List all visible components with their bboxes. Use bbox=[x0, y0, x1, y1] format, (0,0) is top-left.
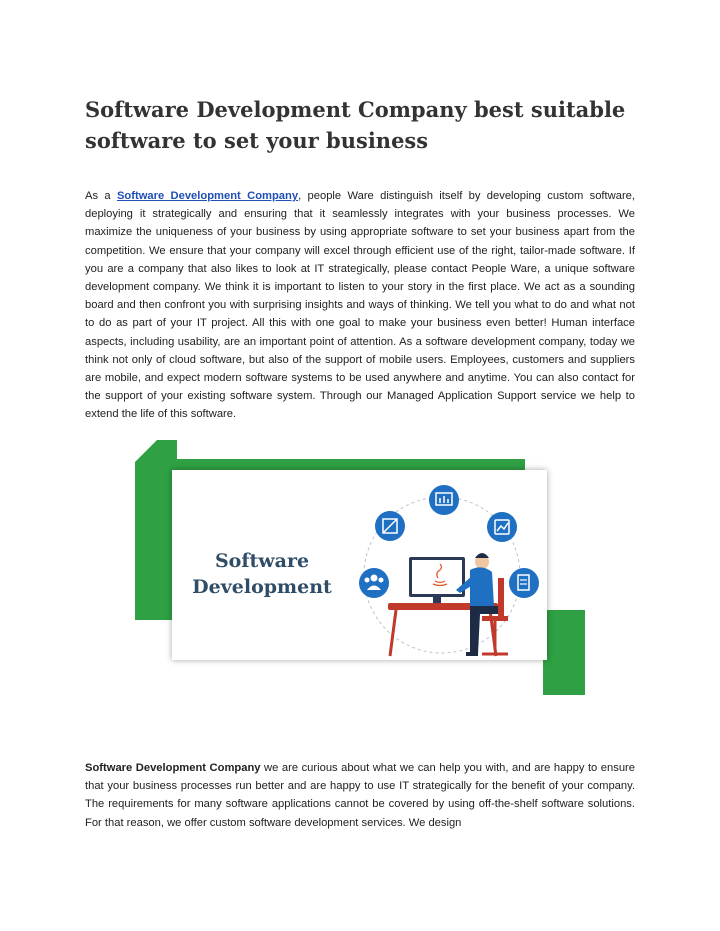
illustration-caption bbox=[192, 548, 332, 600]
intro-body: , people Ware distinguish itself by developing custom software, deploying it strategically and ensuring that it seamlessly integrates with your business processes. We maximize the uniqueness of your business by using appropriate software to set your business apart from the competition. We ensure that your company will excel through efficient use of the right, tailor-made software. If you are a company that also likes to look at IT strategically, please contact People Ware, a unique software development company. We think it is important to listen to your story in the first place. We act as a sounding board and then confront you with surprising insights and ways of thinking. We tell you what to do and what not to do as part of your IT project. All this with one goal to make your business even better! Human interface aspects, including usability, are an important point of attention. As a software development company, today we think not only of cloud software, but also of the support of mobile users. Employees, customers and suppliers are mobile, and expect modern software systems to be used anywhere and anytime. You can also contact for the support of your existing software system. Through our Managed Application Support service we help to extend the life of this software. bbox=[85, 190, 636, 421]
software-development-company-link[interactable]: Software Development Company bbox=[116, 190, 299, 202]
green-frame-right bbox=[543, 610, 585, 695]
caption-line-2: Development bbox=[192, 576, 332, 598]
intro-paragraph bbox=[85, 187, 635, 424]
services-bold-lead: Software Development Company bbox=[85, 762, 261, 774]
caption-line-1: Software bbox=[214, 550, 310, 572]
services-paragraph bbox=[85, 759, 635, 832]
green-frame-left bbox=[135, 440, 177, 620]
design-tools-icon bbox=[375, 511, 405, 541]
analytics-icon bbox=[429, 485, 459, 515]
illustration-card bbox=[172, 470, 547, 660]
team-users-icon bbox=[359, 568, 389, 598]
monitor-java-icon bbox=[409, 557, 465, 603]
document-edit-icon bbox=[509, 568, 539, 598]
services-body: we are curious about what we can help you with, and are happy to ensure that your business processes run better and are happy to use IT strategically for the benefit of your company. The requirements for many software applications cannot be covered by using off-the-shelf software solutions. For that reason, we offer custom software development services. We design bbox=[85, 762, 636, 829]
frame-corner-notch bbox=[135, 440, 157, 462]
intro-prefix: As a bbox=[85, 190, 117, 202]
software-development-illustration bbox=[135, 440, 585, 695]
report-chart-icon bbox=[487, 512, 517, 542]
developer-at-desk-art bbox=[332, 470, 547, 660]
page-title: Software Development Company best suitable software to set your business bbox=[85, 97, 626, 153]
